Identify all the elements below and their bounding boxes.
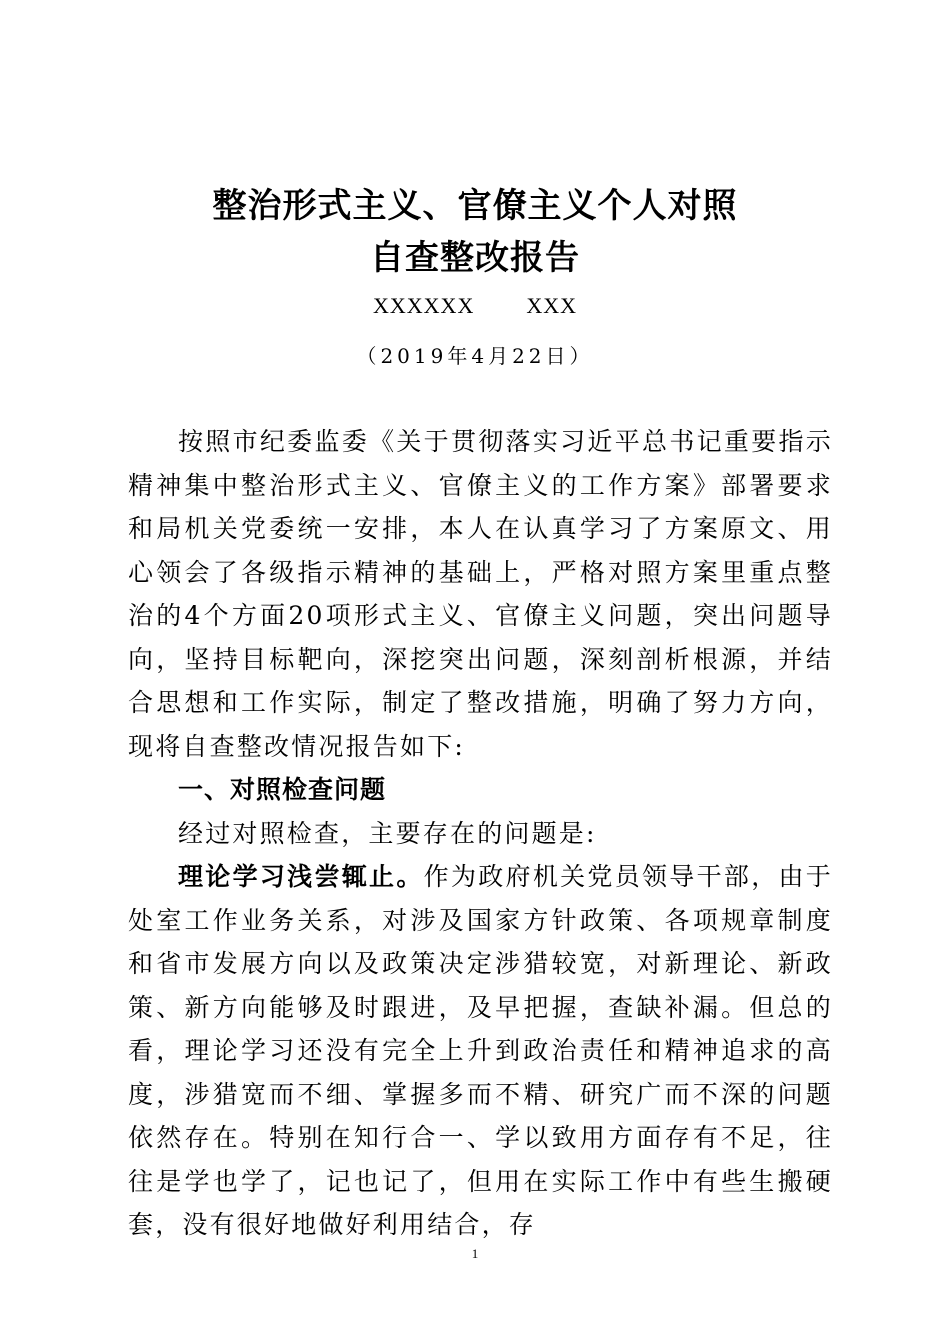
document-title-line1: 整治形式主义、官僚主义个人对照: [212, 186, 738, 226]
intro-paragraph: 按照市纪委监委《关于贯彻落实习近平总书记重要指示精神集中整治形式主义、官僚主义的工作方案》部署要求和局机关党委统一安排，本人在认真学习了方案原文、用心领会了各级指示精神的基础上，严格对照方案里重点整治的4个方面20项形式主义、官僚主义问题，突出问题导向，坚持目标靶向，深挖突出问题，深刻剖析根源，并结合思想和工作实际，制定了整改措施，明确了努力方向，现将自查整改情况报告如下:: [128, 427, 833, 761]
issue-paragraph: [128, 855, 833, 1247]
page-number: 1: [471, 1246, 479, 1261]
issue-lead: 理论学习浅尝辄止。: [178, 862, 424, 891]
author-line: [0, 292, 950, 320]
issue-text: 作为政府机关党员领导干部，由于处室工作业务关系，对涉及国家方针政策、各项规章制度和省市发展方向以及政策决定涉猎较宽，对新理论、新政策、新方向能够及时跟进，及早把握，查缺补漏。但总的看，理论学习还没有完全上升到政治责任和精神追求的高度，涉猎宽而不细、掌握多而不精、研究广而不深的问题依然存在。特别在知行合一、学以致用方面存有不足，往往是学也学了，记也记了，但用在实际工作中有些生搬硬套，没有很好地做好利用结合，存: [128, 862, 833, 1239]
author-unit: XXXXXX: [373, 293, 475, 318]
document-body: [128, 420, 833, 1247]
section-heading: 一、对照检查问题: [178, 775, 387, 804]
section-intro-paragraph: 经过对照检查，主要存在的问题是:: [178, 818, 597, 848]
document-title-line2: 自查整改报告: [370, 238, 580, 278]
document-date: （2019年4月22日）: [356, 344, 594, 368]
author-name: XXX: [526, 293, 577, 318]
